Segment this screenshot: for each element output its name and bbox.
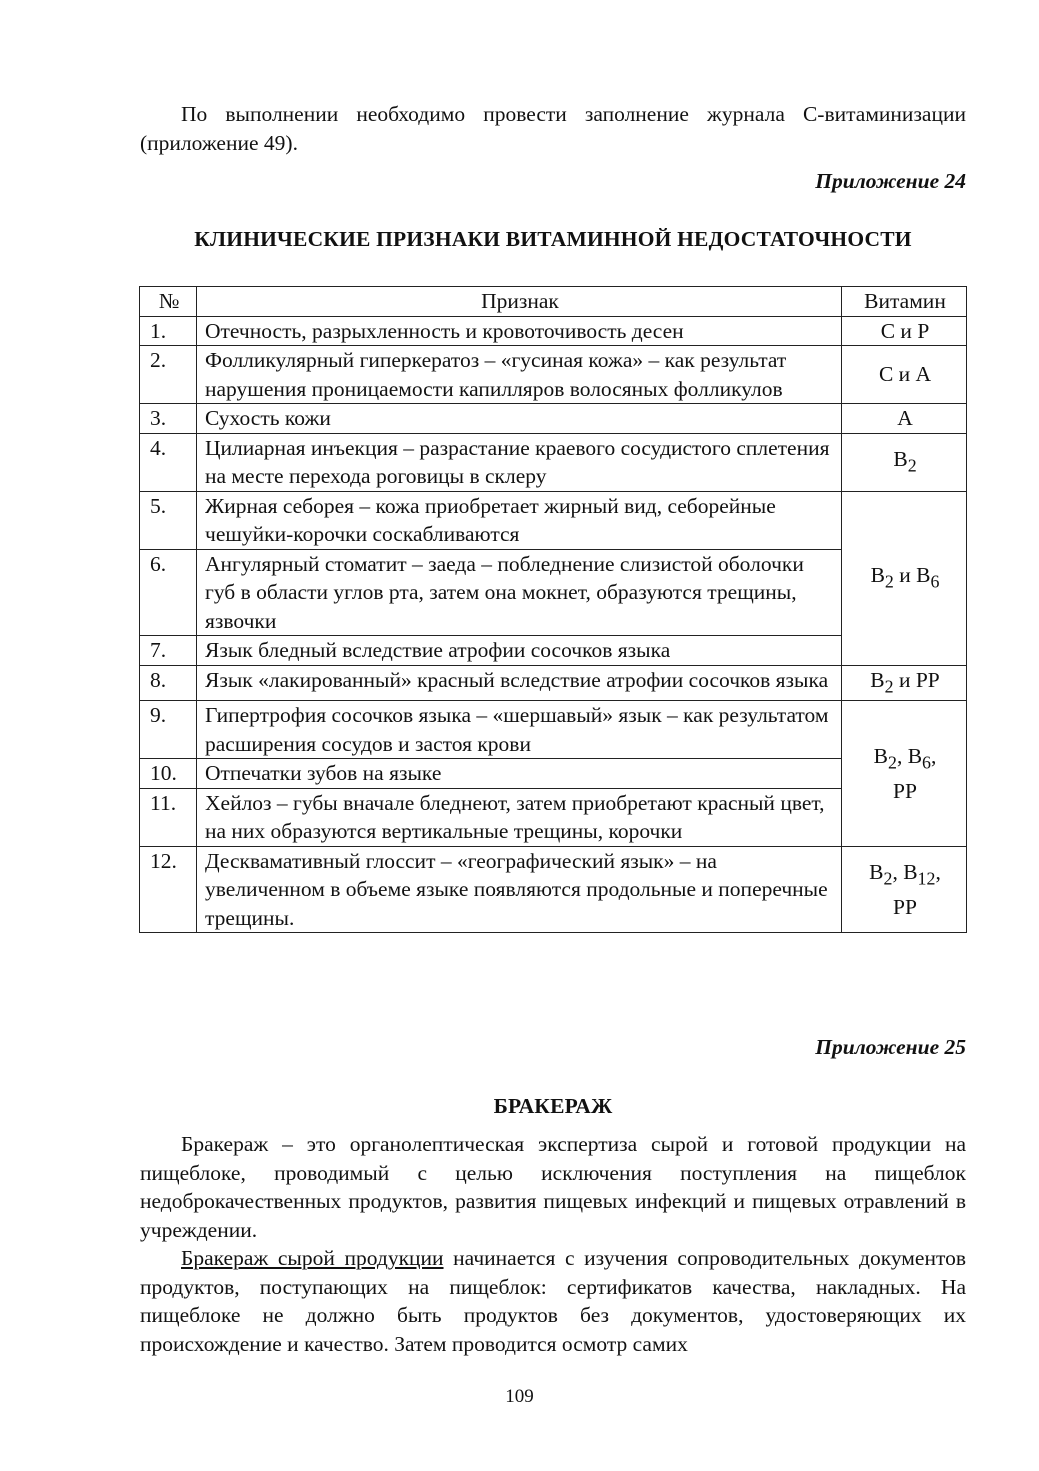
row-sign: Гипертрофия сосочков языка – «шершавый» язык – как результатом расширения сосудов и застоя крови xyxy=(197,701,842,759)
row-sign: Цилиарная инъекция – разрастание краевого сосудистого сплетения на месте перехода роговицы в склеру xyxy=(197,433,842,491)
row-sign: Отечность, разрыхленность и кровоточивость десен xyxy=(197,316,842,346)
table-row xyxy=(140,491,967,549)
row-sign: Язык «лакированный» красный вследствие атрофии сосочков языка xyxy=(197,665,842,701)
vitamin-deficiency-table xyxy=(139,286,967,933)
row-num: 6. xyxy=(140,549,197,636)
brakerazh-paragraph-2 xyxy=(140,1244,966,1358)
header-num: № xyxy=(140,287,197,317)
table-row xyxy=(140,346,967,404)
table-row xyxy=(140,404,967,434)
brakerazh-raw-term: Бракераж сырой продукции xyxy=(181,1246,444,1270)
table-row xyxy=(140,665,967,701)
intro-paragraph: По выполнении необходимо провести заполнение журнала С-витаминизации (приложение 49). xyxy=(140,102,966,155)
row-num: 8. xyxy=(140,665,197,701)
brakerazh-title: БРАКЕРАЖ xyxy=(493,1094,613,1118)
row-sign: Ангулярный стоматит – заеда – побледнение слизистой оболочки губ в области углов рта, затем она мокнет, образуются трещины, язвочки xyxy=(197,549,842,636)
row-sign: Отпечатки зубов на языке xyxy=(197,759,842,789)
row-vitamin-b2: $В_2$ xyxy=(842,433,967,491)
row-vitamin-b2-b12-pp: $В_2$, $В_{12}$, РР xyxy=(842,846,967,933)
row-num: 11. xyxy=(140,788,197,846)
header-sign: Признак xyxy=(197,287,842,317)
brakerazh-paragraph-2-text: начинается с изучения сопроводительных документов продуктов, поступающих на пищеблок: сертификатов качества, накладных. На пищеблоке не должно быть продуктов без документов, удостоверяющих их происхождение и качество. Затем проводится осмотр самих xyxy=(140,1246,966,1356)
row-num: 2. xyxy=(140,346,197,404)
row-num: 5. xyxy=(140,491,197,549)
appendix-24-label: Приложение 24 xyxy=(815,169,966,193)
row-num: 12. xyxy=(140,846,197,933)
row-sign: Язык бледный вследствие атрофии сосочков языка xyxy=(197,636,842,666)
row-num: 3. xyxy=(140,404,197,434)
appendix-25-label: Приложение 25 xyxy=(815,1035,966,1059)
row-num: 4. xyxy=(140,433,197,491)
row-num: 1. xyxy=(140,316,197,346)
table-row xyxy=(140,433,967,491)
header-vitamin: Витамин xyxy=(842,287,967,317)
row-sign: Сухость кожи xyxy=(197,404,842,434)
row-vitamin: С и Р xyxy=(842,316,967,346)
row-vitamin: С и А xyxy=(842,346,967,404)
row-num: 9. xyxy=(140,701,197,759)
row-vitamin-b2-b6-pp: $В_2$, $В_6$, РР xyxy=(842,701,967,847)
row-num: 7. xyxy=(140,636,197,666)
row-num: 10. xyxy=(140,759,197,789)
row-sign: Жирная себорея – кожа приобретает жирный вид, себорейные чешуйки-корочки соскабливаются xyxy=(197,491,842,549)
row-sign: Десквамативный глоссит – «географический язык» – на увеличенном в объеме языке появляются продольные и поперечные трещины. xyxy=(197,846,842,933)
page-number: 109 xyxy=(505,1386,534,1407)
row-vitamin-b2-b6: $В_2$ и $В_6$ xyxy=(842,491,967,665)
brakerazh-paragraph-1: Бракераж – это органолептическая экспертиза сырой и готовой продукции на пищеблоке, проводимый с целью исключения поступления на пищеблок недоброкачественных продуктов, развития пищевых инфекций и пищевых отравлений в учреждении. xyxy=(140,1132,966,1242)
table-title: КЛИНИЧЕСКИЕ ПРИЗНАКИ ВИТАМИННОЙ НЕДОСТАТОЧНОСТИ xyxy=(194,227,912,251)
row-sign: Фолликулярный гиперкератоз – «гусиная кожа» – как результат нарушения проницаемости капилляров волосяных фолликулов xyxy=(197,346,842,404)
table-row xyxy=(140,701,967,759)
row-vitamin-b2-pp: $В_2$ и РР xyxy=(842,665,967,701)
row-sign: Хейлоз – губы вначале бледнеют, затем приобретают красный цвет, на них образуются вертикальные трещины, корочки xyxy=(197,788,842,846)
table-row xyxy=(140,846,967,933)
row-vitamin: А xyxy=(842,404,967,434)
table-header-row xyxy=(140,287,967,317)
table-row xyxy=(140,316,967,346)
